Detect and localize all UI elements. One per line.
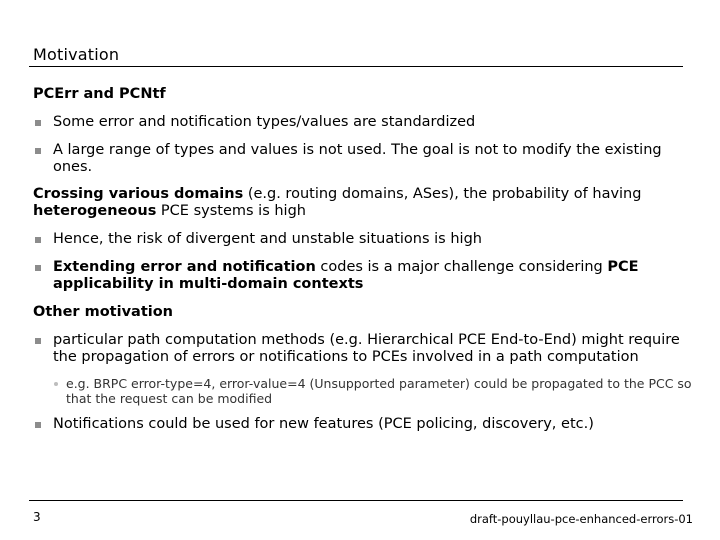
footer-document-name: draft-pouyllau-pce-enhanced-errors-01 [469,512,693,526]
emphasis-text: heterogeneous [33,203,157,219]
bullet-item [33,114,693,131]
paragraph-crossing-domains [33,186,693,220]
bullet-square-icon [35,148,41,154]
bullet-item [33,142,693,176]
bullet-text: particular path computation methods (e.g. Hierarchical PCE End-to-End) might require the propagation of errors or notifications to PCEs involved in a path computation [53,332,680,365]
sub-bullet-item [33,376,693,406]
bullet-text: codes is a major challenge considering [315,259,608,275]
page-number: 3 [33,510,41,524]
bullet-square-icon [35,338,41,344]
bullet-text: Notifications could be used for new features (PCE policing, discovery, etc.) [53,416,594,432]
sub-bullet-text: e.g. BRPC error-type=4, error-value=4 (Unsupported parameter) could be propagated to the PCC so that the request can be modified [66,376,692,406]
bullet-text: Some error and notification types/values are standardized [53,114,476,130]
bullet-text: A large range of types and values is not used. The goal is not to modify the existing ones. [53,142,662,175]
bullet-item [33,416,693,433]
bullet-square-icon [35,422,41,428]
bullet-square-icon [35,120,41,126]
body-text: (e.g. routing domains, ASes), the probability of having [243,186,642,202]
section-heading-other: Other motivation [33,304,174,320]
bullet-dot-icon [54,382,58,386]
emphasis-text: PCE applicability in multi-domain contexts [53,259,639,292]
bullet-square-icon [35,265,41,271]
emphasis-text: Crossing various domains [33,186,244,202]
slide-body [33,86,693,433]
title-divider [29,66,683,67]
bullet-item [33,332,693,366]
footer-divider [29,500,683,501]
bullet-text: Hence, the risk of divergent and unstable situations is high [53,231,482,247]
bullet-item [33,259,693,293]
body-text: PCE systems is high [156,203,306,219]
section-heading-pcerr: PCErr and PCNtf [33,86,166,102]
slide-title: Motivation [33,45,120,64]
emphasis-text: Extending error and notification [53,259,316,275]
bullet-item [33,231,693,248]
bullet-square-icon [35,237,41,243]
